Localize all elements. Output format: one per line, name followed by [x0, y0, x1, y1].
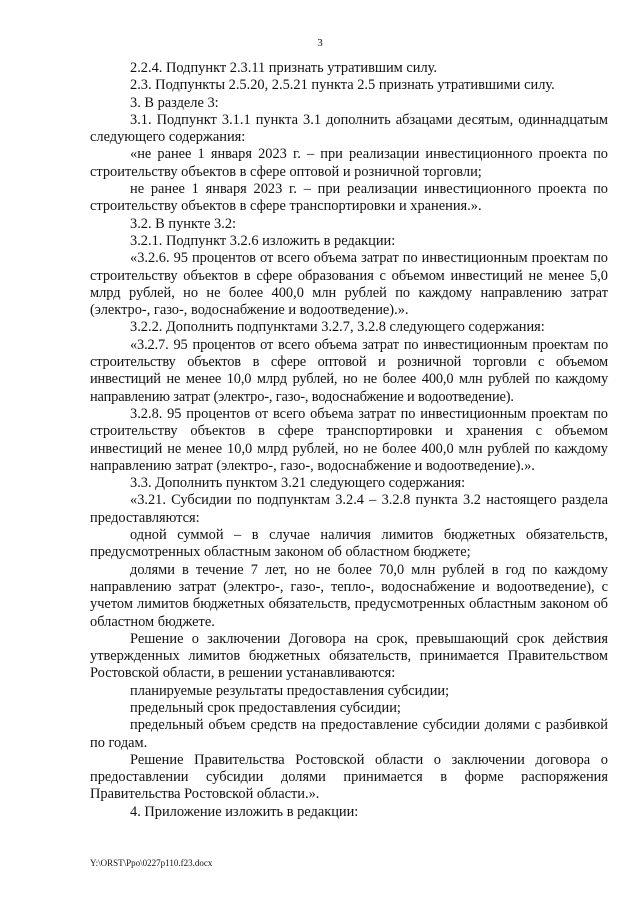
paragraph: Решение о заключении Договора на срок, превышающий срок действия утвержденных лимитов бюджетных обязательств, принимается Правительством Ростовской области, в решении устанавливаются: [90, 630, 608, 682]
paragraph: «не ранее 1 января 2023 г. – при реализации инвестиционного проекта по строительству объектов в сфере оптовой и розничной торговли; [90, 146, 608, 180]
paragraph: 3.1. Подпункт 3.1.1 пункта 3.1 дополнить абзацами десятым, одиннадцатым следующего содержания: [90, 111, 608, 146]
paragraph: планируемые результаты предоставления субсидии; [130, 682, 450, 699]
paragraph: 2.2.4. Подпункт 2.3.11 признать утратившим силу. [130, 60, 438, 76]
paragraph: предельный срок предоставления субсидии; [130, 699, 401, 716]
paragraph: не ранее 1 января 2023 г. – при реализации инвестиционного проекта по строительству объектов в сфере транспортировки и хранения.». [90, 181, 608, 215]
paragraph: 3.2. В пункте 3.2: [130, 215, 237, 232]
paragraph: «3.21. Субсидии по подпунктам 3.2.4 – 3.2.8 пункта 3.2 настоящего раздела предоставляются: [90, 492, 608, 526]
paragraph: 3.2.1. Подпункт 3.2.6 изложить в редакции: [130, 232, 396, 249]
paragraph: одной суммой – в случае наличия лимитов бюджетных обязательств, предусмотренных областным законом об областном бюджете; [90, 527, 608, 561]
paragraph: предельный объем средств на предоставление субсидии долями с разбивкой по годам. [90, 717, 608, 751]
paragraph: 3.3. Дополнить пунктом 3.21 следующего содержания: [130, 475, 466, 492]
page-number: 3 [317, 37, 323, 49]
paragraph: «3.2.6. 95 процентов от всего объема затрат по инвестиционным проектам по строительству объектов в сфере образования с объемом инвестиций не менее 5,0 млрд рублей, но не более 400,0 млн рублей по каждому направлению затрат (электро-, газо-, водоснабжение и водоотведение).». [90, 250, 608, 319]
paragraph: 2.3. Подпункты 2.5.20, 2.5.21 пункта 2.5 признать утратившими силу. [130, 77, 555, 94]
paragraph: Решение Правительства Ростовской области о заключении договора о предоставлении субсидии долями принимается в форме распоряжения Правительства Ростовской области.». [90, 751, 608, 803]
paragraph: «3.2.7. 95 процентов от всего объема затрат по инвестиционным проектам по строительству объектов в сфере оптовой и розничной торговли с объемом инвестиций не менее 10,0 млрд рублей, но не более 400,0 млн рублей по каждому направлению затрат (электро-, газо-, водоснабжение и водоотведение). [90, 336, 608, 405]
paragraph: 3.2.2. Дополнить подпунктами 3.2.7, 3.2.8 следующего содержания: [130, 319, 545, 336]
paragraph: 3. В разделе 3: [130, 94, 219, 111]
paragraph: 4. Приложение изложить в редакции: [130, 803, 359, 820]
document-body [90, 60, 608, 821]
paragraph: 3.2.8. 95 процентов от всего объема затрат по инвестиционным проектам по строительству объектов в сфере транспортировки и хранения с объемом инвестиций не менее 10,0 млрд рублей, но не более 400,0 млн рублей по каждому направлению затрат (электро-, газо-, водоснабжение и водоотведение).». [90, 405, 608, 474]
paragraph: долями в течение 7 лет, но не более 70,0 млн рублей в год по каждому направлению затрат (электро-, газо-, тепло-, водоснабжение и водоотведение), с учетом лимитов бюджетных обязательств, предусмотренных областным законом об областном бюджете. [90, 561, 608, 630]
footer-file-path: Y:\ORST\Ppo\0227p110.f23.docx [90, 858, 213, 868]
